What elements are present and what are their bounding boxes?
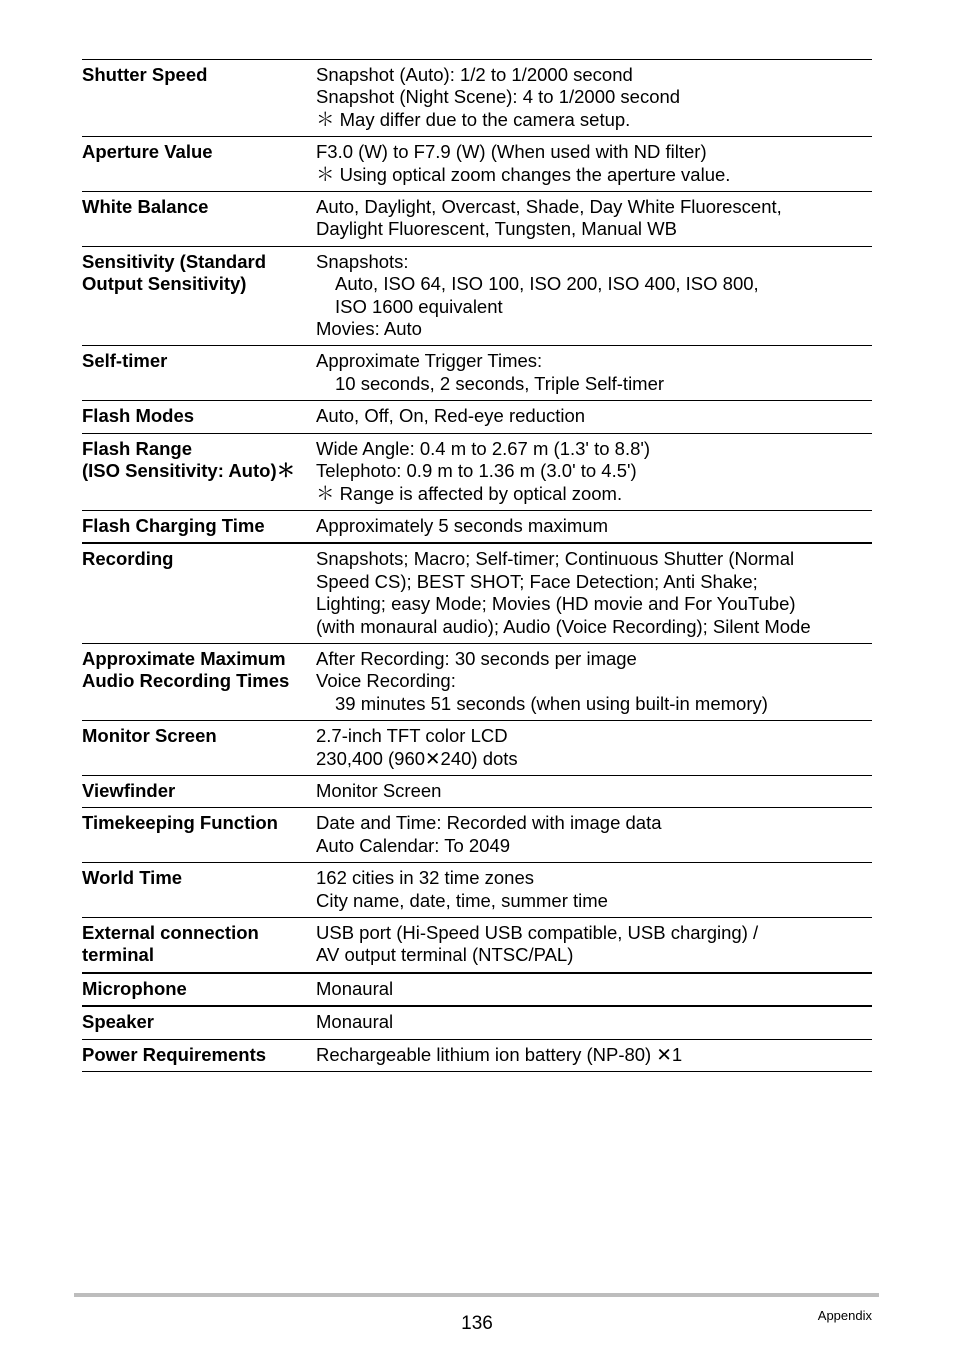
spec-row bbox=[82, 776, 872, 808]
spec-label bbox=[82, 350, 316, 395]
spec-value-line: ＊ Using optical zoom changes the aperture value. bbox=[316, 163, 731, 185]
spec-label bbox=[82, 812, 316, 857]
spec-label bbox=[82, 1011, 316, 1033]
spec-value bbox=[316, 141, 872, 186]
spec-value bbox=[316, 515, 872, 537]
spec-value-line: Snapshot (Night Scene): 4 to 1/2000 second bbox=[316, 86, 681, 108]
spec-value bbox=[316, 725, 872, 770]
spec-value-line: Movies: Auto bbox=[316, 318, 422, 340]
spec-value-line: Speed CS); BEST SHOT; Face Detection; Anti Shake; bbox=[316, 570, 758, 592]
spec-value-line: Voice Recording: bbox=[316, 670, 456, 692]
spec-label bbox=[82, 438, 316, 505]
spec-value-line: ＊ Range is affected by optical zoom. bbox=[316, 482, 623, 504]
spec-row bbox=[82, 1040, 872, 1072]
section-name: Appendix bbox=[817, 1308, 872, 1323]
spec-value bbox=[316, 648, 872, 715]
spec-label bbox=[82, 780, 316, 802]
spec-value-line: Daylight Fluorescent, Tungsten, Manual WB bbox=[316, 218, 677, 240]
spec-value-line: Approximately 5 seconds maximum bbox=[316, 514, 608, 536]
spec-label bbox=[82, 548, 316, 638]
spec-value-line: Snapshots; Macro; Self-timer; Continuous Shutter (Normal bbox=[316, 548, 795, 570]
spec-row bbox=[82, 192, 872, 247]
spec-label-line: White Balance bbox=[82, 196, 209, 218]
spec-value bbox=[316, 405, 872, 427]
spec-row bbox=[82, 918, 872, 974]
spec-label bbox=[82, 725, 316, 770]
spec-label-line: Shutter Speed bbox=[82, 64, 208, 85]
spec-value bbox=[316, 1044, 872, 1066]
spec-label-line: Timekeeping Function bbox=[82, 812, 278, 834]
spec-value-line: Monaural bbox=[316, 1011, 394, 1033]
spec-value-line: 2.7-inch TFT color LCD bbox=[316, 725, 508, 747]
spec-value-line: City name, date, time, summer time bbox=[316, 889, 608, 911]
spec-value bbox=[316, 438, 872, 505]
spec-row bbox=[82, 401, 872, 433]
spec-table bbox=[82, 59, 872, 1072]
spec-value-line: Auto Calendar: To 2049 bbox=[316, 834, 511, 856]
spec-value-line: Approximate Trigger Times: bbox=[316, 350, 543, 372]
spec-row bbox=[82, 346, 872, 401]
spec-label bbox=[82, 196, 316, 241]
spec-label bbox=[82, 251, 316, 341]
page-number: 136 bbox=[461, 1313, 493, 1334]
spec-value bbox=[316, 812, 872, 857]
spec-value-line: Date and Time: Recorded with image data bbox=[316, 812, 662, 834]
spec-value bbox=[316, 867, 872, 912]
spec-label-line: Flash Charging Time bbox=[82, 514, 265, 536]
spec-value bbox=[316, 922, 872, 967]
spec-value-line: Monitor Screen bbox=[316, 779, 442, 801]
footer-rule bbox=[74, 1293, 879, 1297]
spec-value bbox=[316, 350, 872, 395]
spec-label-line: World Time bbox=[82, 867, 183, 889]
spec-label-line: Flash Modes bbox=[82, 405, 195, 427]
spec-row bbox=[82, 721, 872, 776]
spec-value-line: 230,400 (960✕240) dots bbox=[316, 747, 518, 769]
spec-label-line: Speaker bbox=[82, 1011, 154, 1033]
spec-value-line: Snapshot (Auto): 1/2 to 1/2000 second bbox=[316, 64, 633, 85]
spec-label bbox=[82, 867, 316, 912]
spec-value bbox=[316, 780, 872, 802]
spec-value bbox=[316, 64, 872, 131]
spec-row bbox=[82, 60, 872, 137]
spec-value-line: Wide Angle: 0.4 m to 2.67 m (1.3' to 8.8') bbox=[316, 437, 651, 459]
spec-label-line: Monitor Screen bbox=[82, 725, 217, 747]
spec-label-line: Self-timer bbox=[82, 350, 168, 372]
spec-label-line: Power Requirements bbox=[82, 1043, 267, 1065]
spec-value-line: 39 minutes 51 seconds (when using built-in memory) bbox=[335, 692, 768, 714]
spec-value-line: 162 cities in 32 time zones bbox=[316, 867, 535, 889]
spec-value-line: F3.0 (W) to F7.9 (W) (When used with ND filter) bbox=[316, 141, 707, 163]
spec-row bbox=[82, 1007, 872, 1039]
spec-value bbox=[316, 978, 872, 1000]
spec-row bbox=[82, 137, 872, 192]
spec-value-line: After Recording: 30 seconds per image bbox=[316, 647, 637, 669]
spec-label bbox=[82, 515, 316, 537]
spec-value bbox=[316, 1011, 872, 1033]
spec-value-line: Monaural bbox=[316, 977, 394, 999]
spec-label bbox=[82, 648, 316, 715]
spec-label-line: Flash Range bbox=[82, 437, 192, 459]
spec-label bbox=[82, 922, 316, 967]
spec-label bbox=[82, 1044, 316, 1066]
spec-row bbox=[82, 434, 872, 511]
spec-label-line: External connection bbox=[82, 922, 259, 943]
spec-value bbox=[316, 196, 872, 241]
spec-value-line: ISO 1600 equivalent bbox=[335, 295, 503, 317]
spec-row bbox=[82, 863, 872, 918]
spec-row bbox=[82, 247, 872, 347]
spec-label bbox=[82, 978, 316, 1000]
spec-row bbox=[82, 511, 872, 544]
spec-value-line: (with monaural audio); Audio (Voice Recording); Silent Mode bbox=[316, 615, 811, 637]
spec-value-line: ＊ May differ due to the camera setup. bbox=[316, 108, 631, 130]
spec-value-line: AV output terminal (NTSC/PAL) bbox=[316, 944, 574, 966]
spec-label bbox=[82, 64, 316, 131]
spec-value-line: 10 seconds, 2 seconds, Triple Self-timer bbox=[335, 372, 665, 394]
spec-label-line: Audio Recording Times bbox=[82, 670, 290, 692]
spec-label-line: terminal bbox=[82, 944, 154, 966]
spec-value-line: Auto, Daylight, Overcast, Shade, Day White Fluorescent, bbox=[316, 196, 782, 218]
spec-label-line: Recording bbox=[82, 548, 174, 570]
spec-value-line: Auto, ISO 64, ISO 100, ISO 200, ISO 400, ISO 800, bbox=[335, 273, 759, 295]
spec-value-line: Lighting; easy Mode; Movies (HD movie and For YouTube) bbox=[316, 593, 796, 615]
spec-label bbox=[82, 405, 316, 427]
spec-row bbox=[82, 644, 872, 721]
spec-value-line: Rechargeable lithium ion battery (NP-80) ✕1 bbox=[316, 1043, 683, 1065]
spec-row bbox=[82, 974, 872, 1007]
spec-value-line: Snapshots: bbox=[316, 250, 409, 272]
spec-label-line: Output Sensitivity) bbox=[82, 273, 247, 295]
spec-label-line: Viewfinder bbox=[82, 779, 176, 801]
spec-label-line: Approximate Maximum bbox=[82, 647, 286, 669]
spec-row bbox=[82, 808, 872, 863]
spec-label-line: (ISO Sensitivity: Auto)＊ bbox=[82, 460, 296, 482]
spec-value-line: Telephoto: 0.9 m to 1.36 m (3.0' to 4.5') bbox=[316, 460, 637, 482]
spec-row bbox=[82, 544, 872, 644]
spec-value-line: Auto, Off, On, Red-eye reduction bbox=[316, 405, 586, 427]
spec-label bbox=[82, 141, 316, 186]
spec-value bbox=[316, 548, 872, 638]
spec-value bbox=[316, 251, 872, 341]
spec-label-line: Aperture Value bbox=[82, 141, 213, 163]
spec-label-line: Microphone bbox=[82, 977, 187, 999]
spec-label-line: Sensitivity (Standard bbox=[82, 250, 267, 272]
spec-value-line: USB port (Hi-Speed USB compatible, USB charging) / bbox=[316, 922, 759, 943]
